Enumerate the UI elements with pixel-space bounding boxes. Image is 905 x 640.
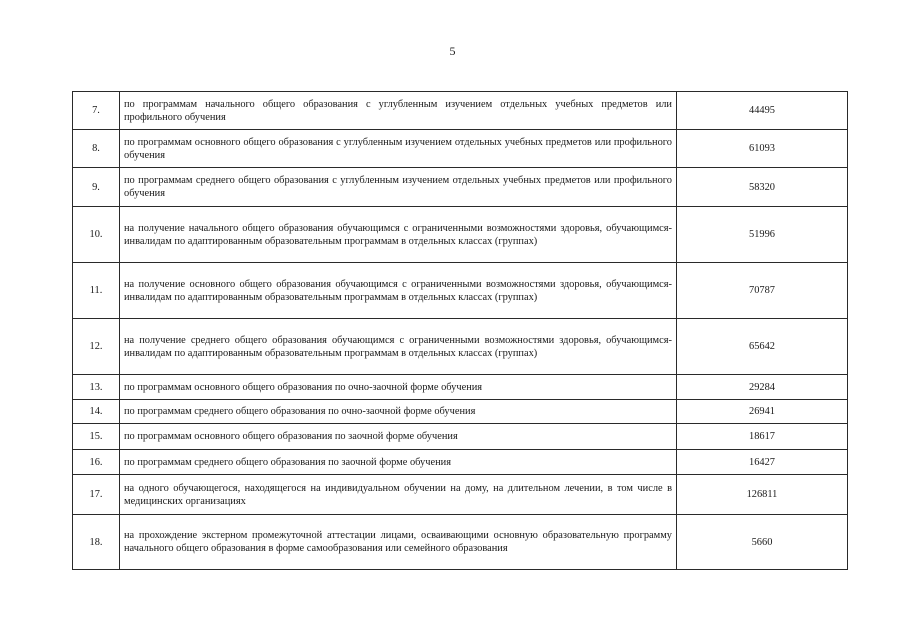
row-value: 5660 — [677, 515, 848, 570]
row-value: 26941 — [677, 400, 848, 424]
table-row — [73, 92, 848, 130]
row-number: 14. — [73, 400, 120, 424]
row-description: на получение начального общего образования обучающимся с ограниченными возможностями здоровья, обучающимся-инвалидам по адаптированным образовательным программам в отдельных классах (группах) — [120, 207, 677, 263]
row-description: по программам основного общего образования с углубленным изучением отдельных учебных предметов или профильного обучения — [120, 130, 677, 168]
table-row — [73, 130, 848, 168]
row-description: на прохождение экстерном промежуточной аттестации лицами, осваивающими основную образовательную программу начального общего образования в форме самообразования или семейного образования — [120, 515, 677, 570]
table-row — [73, 424, 848, 450]
row-number: 15. — [73, 424, 120, 450]
row-number: 16. — [73, 450, 120, 475]
row-number: 13. — [73, 375, 120, 400]
row-value: 70787 — [677, 263, 848, 319]
table-row — [73, 263, 848, 319]
row-number: 7. — [73, 92, 120, 130]
row-number: 18. — [73, 515, 120, 570]
row-number: 12. — [73, 319, 120, 375]
table-row — [73, 375, 848, 400]
row-description: по программам среднего общего образования по очно-заочной форме обучения — [120, 400, 677, 424]
row-number: 17. — [73, 475, 120, 515]
row-number: 11. — [73, 263, 120, 319]
row-value: 58320 — [677, 168, 848, 207]
row-description: на получение основного общего образования обучающимся с ограниченными возможностями здоровья, обучающимся-инвалидам по адаптированным образовательным программам в отдельных классах (группах) — [120, 263, 677, 319]
row-number: 8. — [73, 130, 120, 168]
table-row — [73, 207, 848, 263]
row-number: 9. — [73, 168, 120, 207]
row-value: 29284 — [677, 375, 848, 400]
table-row — [73, 515, 848, 570]
row-number: 10. — [73, 207, 120, 263]
row-description: по программам начального общего образования с углубленным изучением отдельных учебных предметов или профильного обучения — [120, 92, 677, 130]
row-description: по программам основного общего образования по очно-заочной форме обучения — [120, 375, 677, 400]
row-value: 51996 — [677, 207, 848, 263]
cost-table — [72, 91, 848, 570]
row-value: 61093 — [677, 130, 848, 168]
table-row — [73, 319, 848, 375]
row-description: по программам среднего общего образования по заочной форме обучения — [120, 450, 677, 475]
row-description: на одного обучающегося, находящегося на индивидуальном обучении на дому, на длительном лечении, в том числе в медицинских организациях — [120, 475, 677, 515]
row-value: 44495 — [677, 92, 848, 130]
row-description: по программам основного общего образования по заочной форме обучения — [120, 424, 677, 450]
table-row — [73, 450, 848, 475]
row-value: 126811 — [677, 475, 848, 515]
table-row — [73, 168, 848, 207]
table-row — [73, 400, 848, 424]
row-description: по программам среднего общего образования с углубленным изучением отдельных учебных предметов или профильного обучения — [120, 168, 677, 207]
row-value: 18617 — [677, 424, 848, 450]
row-description: на получение среднего общего образования обучающимся с ограниченными возможностями здоровья, обучающимся-инвалидам по адаптированным образовательным программам в отдельных классах (группах) — [120, 319, 677, 375]
page-number: 5 — [449, 44, 456, 58]
table-row — [73, 475, 848, 515]
row-value: 65642 — [677, 319, 848, 375]
row-value: 16427 — [677, 450, 848, 475]
